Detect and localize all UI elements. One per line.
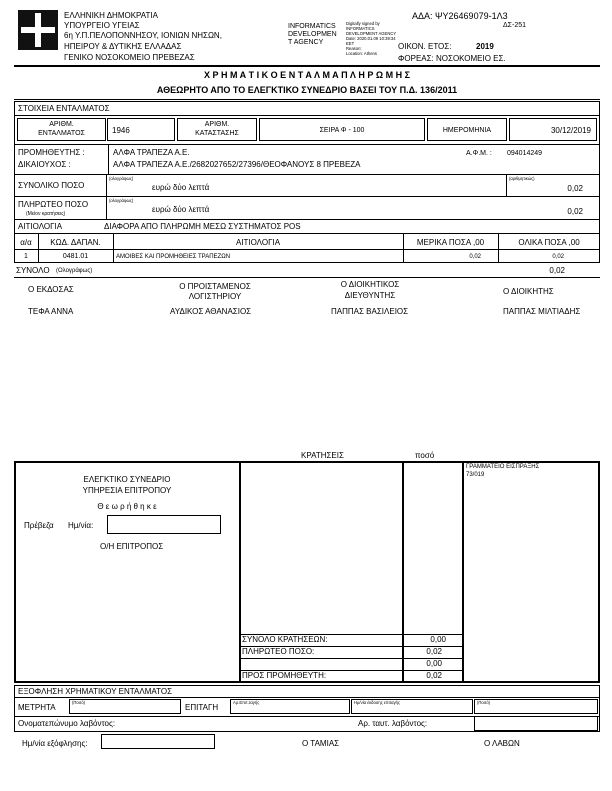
name-admin-director: ΠΑΠΠΑΣ ΒΑΣΙΛΕΙΟΣ xyxy=(331,307,409,316)
cash-label: ΜΕΤΡΗΤΑ xyxy=(18,703,56,712)
cheque-amount-caption: (Ποσό) xyxy=(477,700,491,705)
audit-payable: 0,02 xyxy=(426,647,442,656)
settlement-date-label: Ημ/νία εξόφλησης: xyxy=(22,739,88,748)
cheque-amount-field[interactable] xyxy=(474,699,598,714)
total-in-words-label: (ολογράφως) xyxy=(109,176,134,181)
ada-code: ΑΔΑ: ΨΥ26469079-1Λ3 xyxy=(412,11,508,21)
recipient-label: Ονοματεπώνυμο λαβόντος: xyxy=(18,719,116,728)
signature-note-7: Location: Athens xyxy=(346,51,377,56)
supplier-label-2: ΔΙΚΑΙΟΥΧΟΣ : xyxy=(18,160,71,169)
audit-extra: 0,00 xyxy=(426,659,442,668)
role-director: Ο ΔΙΟΙΚΗΤΗΣ xyxy=(503,287,554,296)
audit-date-label: Ημ/νία: xyxy=(68,521,94,530)
vat-label: Α.Φ.Μ. : xyxy=(466,150,492,157)
sum-deductions: 0,00 xyxy=(430,635,446,644)
payable-label: ΠΛΗΡΩΤΕΟ ΠΟΣΟ xyxy=(18,200,89,209)
emblem-logo xyxy=(18,10,58,50)
order-date: 30/12/2019 xyxy=(550,126,591,135)
document-title: Χ Ρ Η Μ Α Τ Ι Κ Ο Ε Ν Τ Α Λ Μ Α Π Λ Η Ρ Ω Μ Η Σ xyxy=(204,70,410,80)
document-subtitle: ΑΘΕΩΡΗΤΟ ΑΠΟ ΤΟ ΕΛΕΓΚΤΙΚΟ ΣΥΝΕΔΡΙΟ ΒΑΣΕΙ ΤΟΥ Π.Δ. 136/2011 xyxy=(156,85,458,95)
audit-place: Πρέβεζα xyxy=(24,521,54,530)
total-amount: 0,02 xyxy=(567,184,583,193)
vat-number: 094014249 xyxy=(507,150,543,157)
audit-date-field[interactable] xyxy=(107,515,221,534)
role-admin-director-2: ΔΙΕΥΘΥΝΤΗΣ xyxy=(344,291,396,300)
recipient-id-field[interactable] xyxy=(474,716,598,731)
order-no-label-1: ΑΡΙΘΜ. xyxy=(49,121,74,128)
signature-note-5: EET xyxy=(346,41,355,46)
col-header-reason: ΑΙΤΙΟΛΟΓΙΑ xyxy=(235,238,281,247)
to-supplier-label: ΠΡΟΣ ΠΡΟΜΗΘΕΥΤΗ: xyxy=(242,671,327,680)
date-label: ΗΜΕΡΟΜΗΝΙΑ xyxy=(442,127,492,134)
agency-line-1: INFORMATICS xyxy=(288,23,336,30)
row-aa: 1 xyxy=(24,253,28,260)
name-director: ΠΑΠΠΑΣ ΜΙΛΤΙΑΔΗΣ xyxy=(503,307,581,316)
deductions-label: ΚΡΑΤΗΣΕΙΣ xyxy=(301,451,344,460)
row-total: 0,02 xyxy=(552,254,564,260)
statement-no-label-2: ΚΑΤΑΣΤΑΣΗΣ xyxy=(195,130,239,137)
order-no: 1946 xyxy=(112,126,130,135)
payable-note: (Μείον κρατήσεις) xyxy=(26,211,66,217)
approved-text: Θ ε ω ρ ή θ η κ ε xyxy=(97,502,157,511)
order-no-label-2: ΕΝΤΑΛΜΑΤΟΣ xyxy=(38,130,85,137)
row-partial: 0,02 xyxy=(469,254,481,260)
to-supplier-amount: 0,02 xyxy=(426,671,442,680)
audit-payable-label: ΠΛΗΡΩΤΕΟ ΠΟΣΟ: xyxy=(242,647,315,656)
payable-amount: 0,02 xyxy=(567,207,583,216)
registry-no: 73/019 xyxy=(466,472,485,478)
cheque-date-caption: Ημ/νία έκδοσης επιταγής xyxy=(354,700,401,705)
org-line-3: 6η Υ.Π.ΠΕΛΟΠΟΝΝΗΣΟΥ, ΙΟΝΙΩΝ ΝΗΣΩΝ, xyxy=(64,31,222,40)
signature-note-4: Date: 2020.01.09 10:39:34 xyxy=(346,36,396,41)
role-admin-director-1: Ο ΔΙΟΙΚΗΤΙΚΟΣ xyxy=(340,280,400,289)
cash-amount-field[interactable] xyxy=(69,699,181,714)
row-reason: ΑΜΟΙΒΕΣ ΚΑΙ ΠΡΟΜΗΘΕΙΕΣ ΤΡΑΠΕΖΩΝ xyxy=(116,254,231,260)
agency-line-3: T AGENCY xyxy=(288,39,324,46)
supplier-name: ΑΛΦΑ ΤΡΑΠΕΖΑ Α.Ε. xyxy=(113,148,190,157)
amount-label: ποσό xyxy=(415,451,435,460)
header-divider xyxy=(14,65,600,67)
payable-in-words: ευρώ δύο λεπτά xyxy=(152,205,210,214)
form-code: ΔΣ-251 xyxy=(503,22,527,29)
role-issuer: Ο ΕΚΔΟΣΑΣ xyxy=(28,285,74,294)
signature-note-6: Reason: xyxy=(346,46,362,51)
org-line-4: ΗΠΕΙΡΟΥ & ΔΥΤΙΚΗΣ ΕΛΛΑΔΑΣ xyxy=(64,42,182,51)
total-label: ΣΥΝΟΛΙΚΟ ΠΟΣΟ xyxy=(18,181,85,190)
reason-label: ΑΙΤΙΟΛΟΓΙΑ xyxy=(18,222,63,231)
fiscal-year-label: ΟΙΚΟΝ. ΕΤΟΣ: xyxy=(398,42,452,51)
fiscal-year: 2019 xyxy=(476,42,494,51)
agency-field: ΦΟΡΕΑΣ: ΝΟΣΟΚΟΜΕΙΟ ΕΣ. xyxy=(398,54,506,63)
settlement-date-field[interactable] xyxy=(101,734,215,749)
recipient-id-label: Αρ. ταυτ. λαβόντος: xyxy=(358,719,428,728)
sum-label: ΣΥΝΟΛΟ xyxy=(16,266,50,275)
col-header-code: ΚΩΔ. ΔΑΠΑΝ. xyxy=(50,238,101,247)
role-head-accounting-1: Ο ΠΡΟΙΣΤΑΜΕΝΟΣ xyxy=(179,282,251,291)
commissioner-label: Ο/Η ΕΠΙΤΡΟΠΟΣ xyxy=(100,542,164,551)
supplier-address: ΑΛΦΑ ΤΡΑΠΕΖΑ Α.Ε./2682027652/27396/ΘΕΟΦΑΝΟΥΣ 8 ΠΡΕΒΕΖΑ xyxy=(113,160,361,169)
cash-amount-caption: (Ποσό) xyxy=(72,700,86,705)
court-line-2: ΥΠΗΡΕΣΙΑ ΕΠΙΤΡΟΠΟΥ xyxy=(82,486,172,495)
receiver-label: Ο ΛΑΒΩΝ xyxy=(484,739,520,748)
sum-note: (Ολογράφως) xyxy=(56,268,93,274)
role-head-accounting-2: ΛΟΓΙΣΤΗΡΙΟΥ xyxy=(188,292,242,301)
signature-note-2: INFORMATICS xyxy=(346,26,375,31)
signature-note-1: Digitally signed by xyxy=(346,21,380,26)
col-header-total: ΟΛΙΚΑ ΠΟΣΑ ,00 xyxy=(518,238,580,247)
name-issuer: ΤΕΦΑ ΑΝΝΑ xyxy=(28,307,74,316)
col-header-aa: α/α xyxy=(20,238,32,247)
series: ΣΕΙΡΑ Φ - 100 xyxy=(319,127,365,134)
registry-label: ΓΡΑΜΜΑΤΕΙΟ ΕΙΣΠΡΑΞΗΣ xyxy=(466,464,540,470)
reason-text: ΔΙΑΦΟΡΑ ΑΠΟ ΠΛΗΡΩΜΗ ΜΕΣΩ ΣΥΣΤΗΜΑΤΟΣ POS xyxy=(104,222,301,231)
sum-amount: 0,02 xyxy=(549,266,565,275)
details-section-label: ΣΤΟΙΧΕΙΑ ΕΝΤΑΛΜΑΤΟΣ xyxy=(18,104,110,113)
court-line-1: ΕΛΕΓΚΤΙΚΟ ΣΥΝΕΔΡΙΟ xyxy=(83,475,171,484)
settlement-label: ΕΞΟΦΛΗΣΗ ΧΡΗΜΑΤΙΚΟΥ ΕΝΤΑΛΜΑΤΟΣ xyxy=(18,687,173,696)
cheque-label: ΕΠΙΤΑΓΗ xyxy=(185,703,219,712)
agency-line-2: DEVELOPMEN xyxy=(288,31,337,38)
org-line-5: ΓΕΝΙΚΟ ΝΟΣΟΚΟΜΕΙΟ ΠΡΕΒΕΖΑΣ xyxy=(64,53,195,62)
total-in-figures-label: (αριθμητικώς) xyxy=(509,176,535,181)
statement-no-label-1: ΑΡΙΘΜ. xyxy=(204,121,230,128)
payable-in-words-label: (ολογράφως) xyxy=(109,198,134,203)
total-in-words: ευρώ δύο λεπτά xyxy=(152,183,210,192)
org-line-2: ΥΠΟΥΡΓΕΙΟ ΥΓΕΙΑΣ xyxy=(64,21,140,30)
cheque-no-caption: Αρ.Επιτ.ταγής xyxy=(233,700,260,705)
row-code: 0481.01 xyxy=(62,253,89,260)
signature-note-3: DEVELOPMENT AGENCY xyxy=(346,31,397,36)
sum-deductions-label: ΣΥΝΟΛΟ ΚΡΑΤΗΣΕΩΝ: xyxy=(242,635,328,644)
org-line-1: ΕΛΛΗΝΙΚΗ ΔΗΜΟΚΡΑΤΙΑ xyxy=(64,11,158,20)
col-header-partial: ΜΕΡΙΚΑ ΠΟΣΑ ,00 xyxy=(416,238,485,247)
supplier-label-1: ΠΡΟΜΗΘΕΥΤΗΣ : xyxy=(18,148,85,157)
cashier-label: Ο ΤΑΜΙΑΣ xyxy=(302,739,340,748)
name-head-accounting: ΑΥΔΙΚΟΣ ΑΘΑΝΑΣΙΟΣ xyxy=(170,307,252,316)
